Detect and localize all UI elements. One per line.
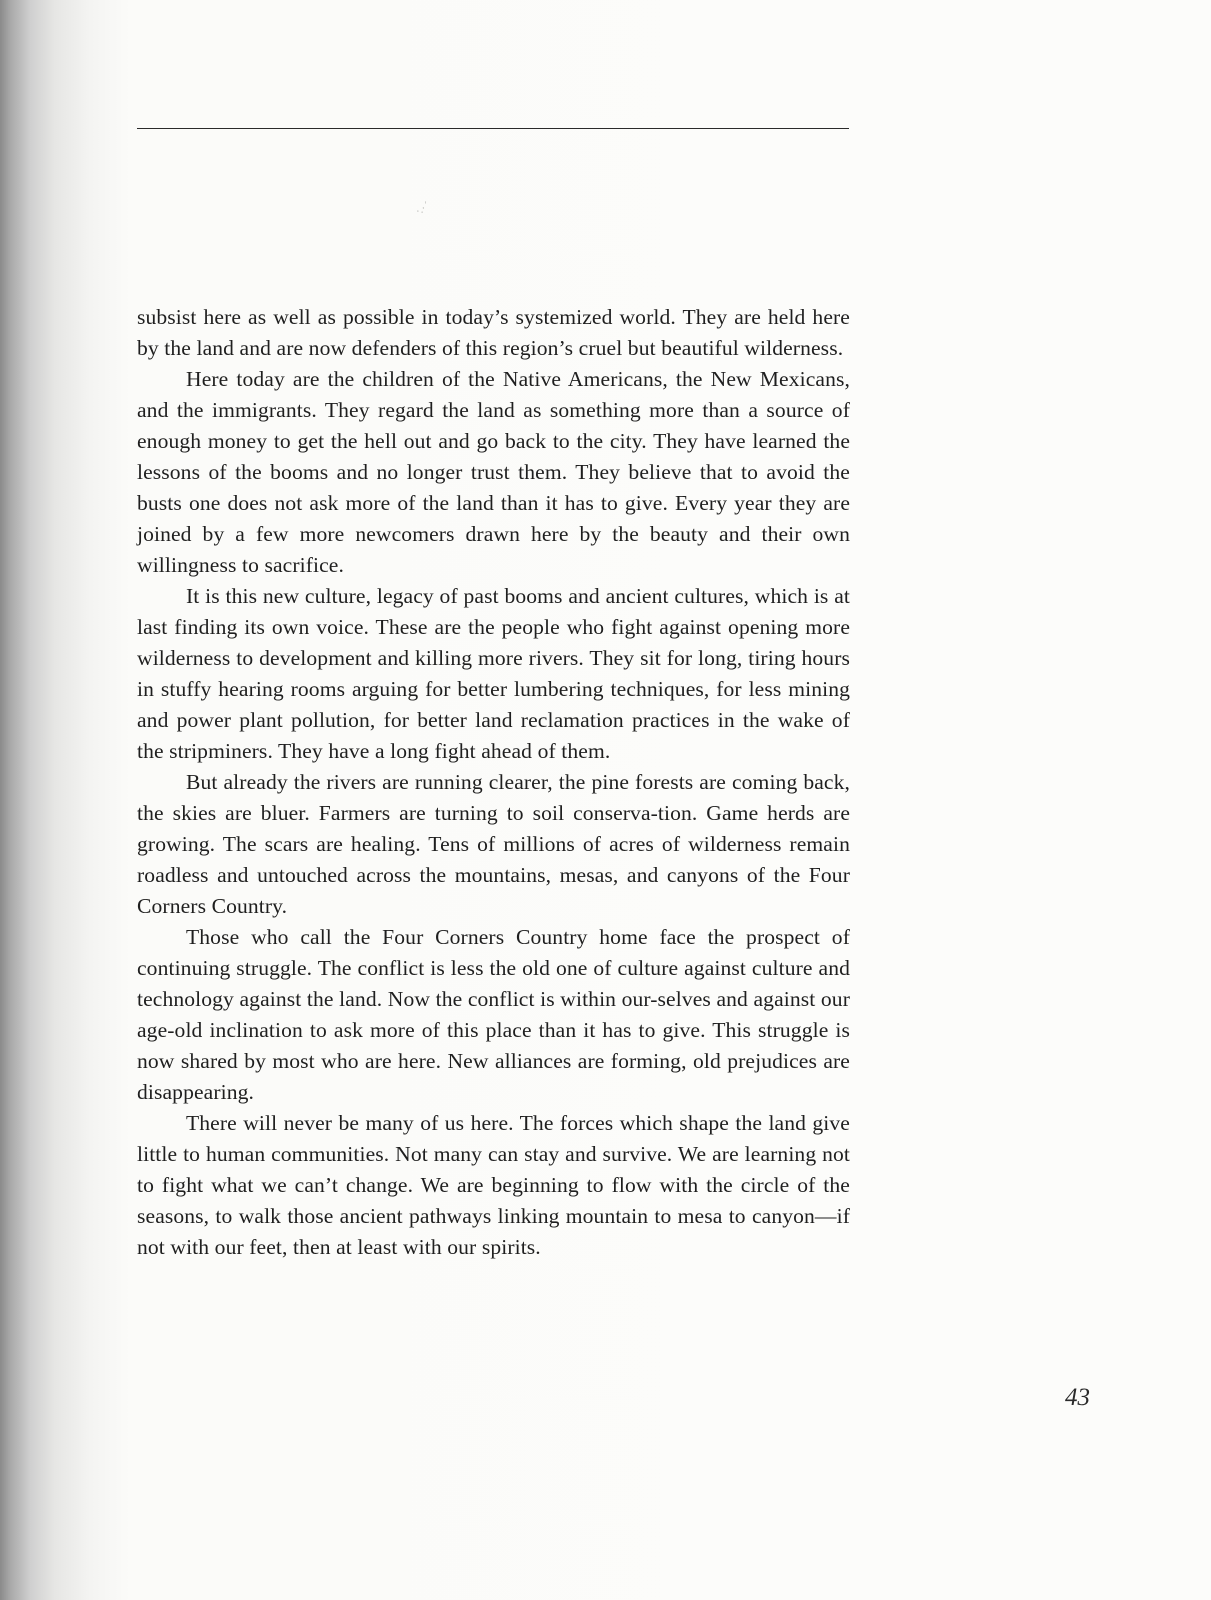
paragraph-3: It is this new culture, legacy of past booms and ancient cultures, which is at last finding its own voice. These are the people who fight against opening more wilderness to development and killing more rivers. They sit for long, tiring hours in stuffy hearing rooms arguing for better lumbering techniques, for less mining and power plant pollution, for better land reclamation practices in the wake of the stripminers. They have a long fight ahead of them. [137, 584, 850, 763]
paragraph-5: Those who call the Four Corners Country home face the prospect of continuing struggle. The conflict is less the old one of culture against culture and technology against the land. Now the conflict is within our-selves and against our age-old inclination to ask more of this place than it has to give. This struggle is now shared by most who are here. New alliances are forming, old prejudices are disappearing. [137, 925, 850, 1104]
paragraph-2: Here today are the children of the Native Americans, the New Mexicans, and the immigrants. They regard the land as something more than a source of enough money to get the hell out and go back to the city. They have learned the lessons of the booms and no longer trust them. They believe that to avoid the busts one does not ask more of the land than it has to give. Every year they are joined by a few more newcomers drawn here by the beauty and their own willingness to sacrifice. [137, 367, 850, 577]
header-rule [137, 128, 849, 129]
paragraph-4: But already the rivers are running clearer, the pine forests are coming back, the skies are bluer. Farmers are turning to soil conserva-tion. Game herds are growing. The scars are healing. Tens of millions of acres of wilderness remain roadless and untouched across the mountains, mesas, and canyons of the Four Corners Country. [137, 770, 850, 918]
page-number: 43 [1065, 1384, 1090, 1411]
paragraph-6: There will never be many of us here. The forces which shape the land give little to human communities. Not many can stay and survive. We are learning not to fight what we can’t change. We are beginning to flow with the circle of the seasons, to walk those ancient pathways linking mountain to mesa to canyon—if not with our feet, then at least with our spirits. [137, 1111, 850, 1259]
body-text [137, 302, 850, 1263]
paper-speck: ·.·´ [414, 200, 433, 218]
paragraph-1: subsist here as well as possible in today’s systemized world. They are held here by the land and are now defenders of this region’s cruel but beautiful wilderness. [137, 305, 850, 360]
